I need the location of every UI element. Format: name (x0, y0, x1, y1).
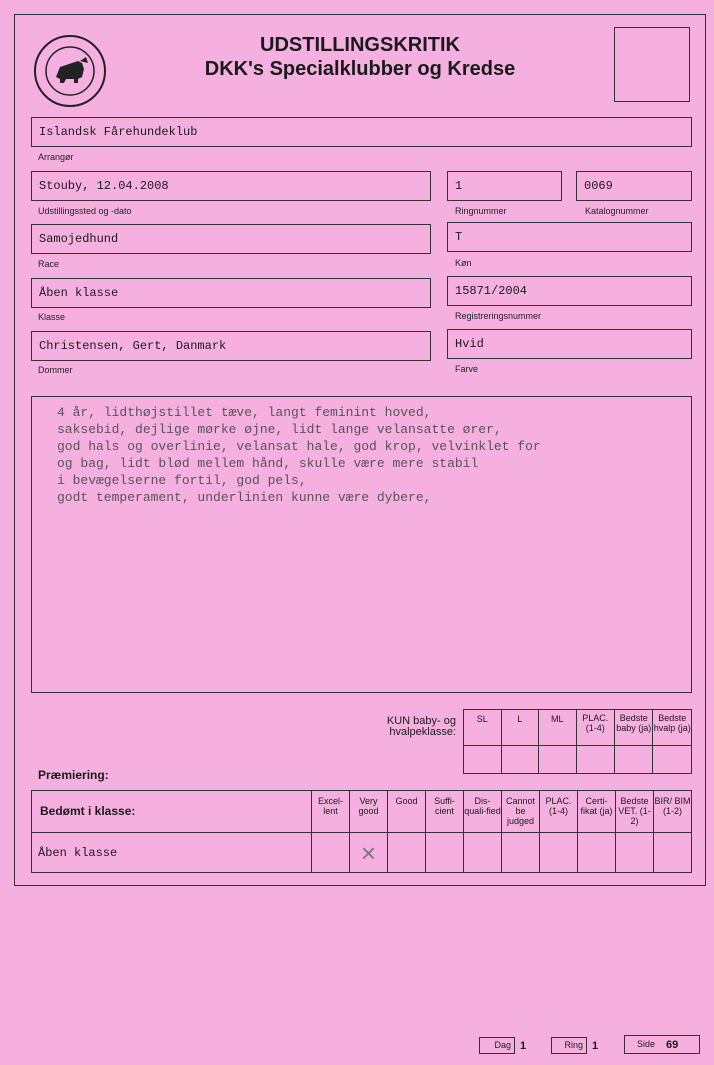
excellent-cell[interactable] (312, 833, 350, 873)
header-excellent: Excel-lent (312, 791, 350, 833)
sex-label: Køn (455, 258, 472, 268)
header-bir-bim: BIR/ BIM (1-2) (654, 791, 692, 833)
catalog-number-label: Katalognummer (585, 206, 649, 216)
baby-class-label-line2: hvalpeklasse: (389, 726, 456, 738)
header-sufficient: Suffi-cient (426, 791, 464, 833)
critique-line: og bag, lidt blød mellem hånd, skulle være mere stabil (57, 456, 479, 471)
judge-label: Dommer (38, 365, 73, 375)
footer-ring (551, 1037, 611, 1055)
judge-value: Christensen, Gert, Danmark (39, 339, 227, 353)
baby-header-best-puppy: Bedste hvalp (ja) (653, 710, 692, 746)
place-date-field[interactable] (31, 171, 431, 201)
dag-label: Dag (494, 1040, 511, 1050)
dag-label-box (479, 1037, 515, 1054)
arranger-field[interactable] (31, 117, 692, 147)
color-field[interactable] (447, 329, 692, 359)
very-good-mark: × (360, 837, 377, 868)
registration-field[interactable] (447, 276, 692, 306)
baby-cell[interactable] (538, 746, 576, 774)
plac-cell[interactable] (540, 833, 578, 873)
catalog-number-value: 0069 (584, 179, 613, 193)
sex-field[interactable] (447, 222, 692, 252)
baby-header-ml: ML (538, 710, 576, 746)
footer-dag (479, 1037, 539, 1055)
header-best-vet: Bedste VET. (1-2) (616, 791, 654, 833)
baby-header-sl: SL (464, 710, 502, 746)
baby-class-table (463, 709, 692, 774)
judged-class-cell[interactable] (32, 833, 312, 873)
header-very-good: Very good (350, 791, 388, 833)
class-field[interactable] (31, 278, 431, 308)
cannot-be-judged-cell[interactable] (502, 833, 540, 873)
judge-field[interactable] (31, 331, 431, 361)
baby-cell[interactable] (653, 746, 692, 774)
arranger-label: Arrangør (38, 152, 74, 162)
critique-text (57, 404, 697, 506)
ring-label: Ring (564, 1040, 583, 1050)
baby-cell[interactable] (501, 746, 538, 774)
header-certifikat: Certi-fikat (ja) (578, 791, 616, 833)
baby-cell[interactable] (614, 746, 652, 774)
color-value: Hvid (455, 337, 484, 351)
best-vet-cell[interactable] (616, 833, 654, 873)
baby-class-label (370, 716, 456, 738)
certifikat-cell[interactable] (578, 833, 616, 873)
header-cannot-be-judged: Cannot be judged (502, 791, 540, 833)
very-good-cell[interactable] (350, 833, 388, 873)
side-label: Side (637, 1039, 656, 1049)
premiering-table (31, 790, 692, 873)
form-title: UDSTILLINGSKRITIK (260, 34, 460, 56)
class-header-label: Bedømt i klasse: (40, 804, 136, 818)
form-subtitle: DKK's Specialklubber og Kredse (204, 58, 516, 80)
registration-value: 15871/2004 (455, 284, 528, 298)
side-label-box (624, 1035, 700, 1054)
disqualified-cell[interactable] (464, 833, 502, 873)
breed-field[interactable] (31, 224, 431, 254)
baby-cell[interactable] (576, 746, 614, 774)
footer-side (624, 1035, 704, 1055)
class-header (32, 791, 312, 833)
baby-cell[interactable] (464, 746, 502, 774)
catalog-number-field[interactable] (576, 171, 692, 201)
place-date-value: Stouby, 12.04.2008 (39, 179, 169, 193)
ring-label-box (551, 1037, 587, 1054)
baby-class-label-line1: KUN baby- og (386, 715, 456, 727)
critique-line: 4 år, lidthøjstillet tæve, langt feminint hoved, (57, 405, 432, 420)
breed-label: Race (38, 259, 60, 269)
sufficient-cell[interactable] (426, 833, 464, 873)
dkk-logo (32, 33, 108, 109)
class-value: Åben klasse (39, 286, 119, 300)
header-disqualified: Dis-quali-fied (464, 791, 502, 833)
ring-number-label: Ringnummer (455, 206, 507, 216)
place-date-label: Udstillingssted og -dato (38, 206, 132, 216)
arranger-value: Islandsk Fårehundeklub (39, 125, 198, 139)
registration-label: Registreringsnummer (455, 311, 542, 321)
premiering-title: Præmiering: (38, 768, 109, 782)
critique-line: godt temperament, underlinien kunne være dybere, (57, 490, 432, 505)
baby-header-plac: PLAC. (1-4) (576, 710, 614, 746)
header-good: Good (388, 791, 426, 833)
critique-line: i bevægelserne fortil, god pels, (57, 473, 307, 488)
critique-line: god hals og overlinie, velansat hale, god krop, velvinklet for (57, 439, 541, 454)
breed-value: Samojedhund (39, 232, 119, 246)
good-cell[interactable] (388, 833, 426, 873)
ring-number-field[interactable] (447, 171, 562, 201)
baby-header-l: L (501, 710, 538, 746)
sex-value: T (455, 230, 463, 244)
color-label: Farve (455, 364, 479, 374)
dkk-logo-icon (32, 33, 108, 109)
ring-number-value: 1 (455, 179, 463, 193)
bir-bim-cell[interactable] (654, 833, 692, 873)
dag-value: 1 (520, 1040, 527, 1052)
judged-class-value: Åben klasse (38, 845, 118, 860)
baby-header-best-baby: Bedste baby (ja) (614, 710, 652, 746)
class-label: Klasse (38, 312, 66, 322)
stamp-box (614, 27, 690, 102)
ring-value: 1 (592, 1040, 599, 1052)
header-plac: PLAC. (1-4) (540, 791, 578, 833)
critique-line: saksebid, dejlige mørke øjne, lidt lange velansatte ører, (57, 422, 502, 437)
side-value: 69 (666, 1039, 679, 1051)
